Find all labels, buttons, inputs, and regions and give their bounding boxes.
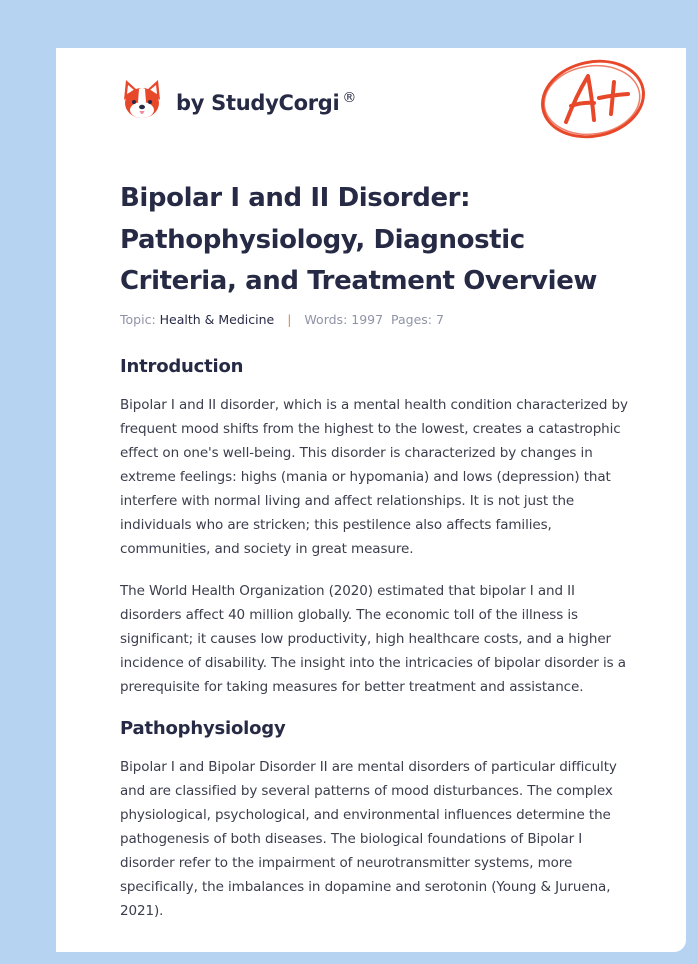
registered-mark: ® bbox=[342, 90, 357, 106]
paragraph: The World Health Organization (2020) estimated that bipolar I and II disorders affect 40 million globally. The economic toll of the illness is significant; it causes low productivity, high healthcare costs, and a higher incidence of disability. The insight into the intricacies of bipolar disorder is a prerequisite for taking measures for better treatment and assistance. bbox=[120, 583, 626, 695]
document-title: Bipolar I and II Disorder: Pathophysiology, Diagnostic Criteria, and Treatment Overview bbox=[120, 183, 598, 296]
topic-label: Topic: bbox=[120, 312, 156, 327]
document-content bbox=[120, 353, 636, 923]
paragraph: Bipolar I and II disorder, which is a mental health condition characterized by frequent mood shifts from the highest to the lowest, creates a catastrophic effect on one's well-being. This disorder is characterized by changes in extreme feelings: highs (mania or hypomania) and lows (depression) that interfere with normal living and affect relationships. It is not just the individuals who are stricken; this pestilence also affects families, communities, and society in great measure. bbox=[120, 397, 628, 557]
page-count: Pages: 7 bbox=[391, 312, 444, 327]
document-meta bbox=[120, 312, 444, 327]
brand-name: by StudyCorgi ® bbox=[176, 90, 357, 115]
a-plus-grade-icon bbox=[538, 58, 648, 140]
section-heading-pathophysiology: Pathophysiology bbox=[120, 718, 286, 739]
document-page bbox=[56, 48, 686, 952]
word-count: Words: 1997 bbox=[304, 312, 384, 327]
corgi-logo-icon bbox=[122, 78, 162, 120]
meta-separator: | bbox=[287, 312, 292, 327]
section-heading-introduction: Introduction bbox=[120, 356, 244, 377]
paragraph: Bipolar I and Bipolar Disorder II are mental disorders of particular difficulty and are classified by several patterns of mood disturbances. The complex physiological, psychological, and environmental influences determine the pathogenesis of both diseases. The biological foundations of Bipolar I disorder refer to the impairment of neurotransmitter systems, more specifically, the imbalances in dopamine and serotonin (Young & Juruena, 2021). bbox=[120, 759, 617, 919]
brand-logo-link[interactable] bbox=[122, 78, 356, 120]
topic-link[interactable]: Health & Medicine bbox=[159, 312, 275, 327]
